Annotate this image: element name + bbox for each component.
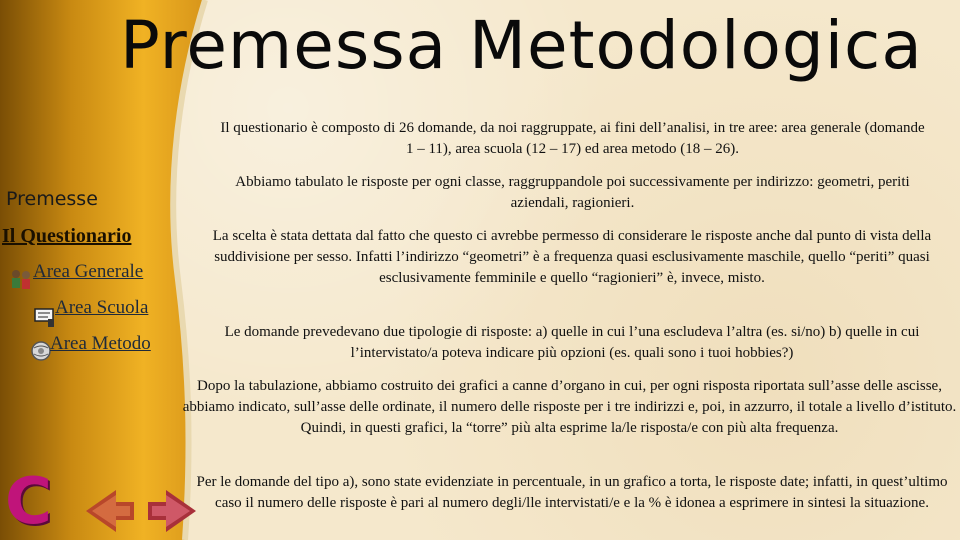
forward-arrow-icon[interactable] (146, 488, 196, 534)
c-logo: C (5, 465, 52, 539)
nav-area-metodo[interactable]: Area Metodo (50, 333, 151, 354)
people-icon (8, 266, 34, 292)
paragraph-charts: Dopo la tabulazione, abbiamo costruito dei grafici a canne d’organo in cui, per ogni risposta riportata sull’asse delle ascisse, abbiamo indicato, sull’asse delle ordinate, il numero delle risposte per i tre indirizzi e, poi, in azzurro, il totale a livello d’istituto. Quindi, in questi grafici, la “torre” più alta esprime la/le risposta/e con più alta frequenza. (182, 378, 957, 436)
paragraph-choice: La scelta è stata dettata dal fatto che questo ci avrebbe permesso di considerare le risposte anche dal punto di vista della suddivisione per sesso. Infatti l’indirizzo “geometri” è a frequenza quasi esclusivamente maschile, quello “periti” quasi esclusivamente femminile e quello “ragionieri” è, invece, misto. (212, 228, 932, 286)
nav-area-generale[interactable]: Area Generale (33, 261, 144, 282)
paragraph-tabulation: Abbiamo tabulato le risposte per ogni classe, raggruppandole poi successivamente per indirizzo: geometri, periti aziendali, ragionieri. (235, 174, 910, 211)
paragraph-question-types: Le domande prevedevano due tipologie di risposte: a) quelle in cui l’una escludeva l’altra (es. si/no) b) quelle in cui l’intervistato/a poteva indicare più opzioni (es. quali sono i tuoi hobbies?) (224, 324, 920, 361)
nav-questionario[interactable]: Il Questionario (2, 225, 132, 247)
back-arrow-icon[interactable] (86, 488, 136, 534)
page-title: Premessa Metodologica (120, 7, 923, 84)
paragraph-pie: Per le domande del tipo a), sono state evidenziate in percentuale, in un grafico a torta, le risposte date; infatti, in quest’ultimo caso il numero delle risposte è pari al numero degli/lle intervistati/e e la % è idonea a esprimere in sintesi la situazione. (196, 474, 948, 511)
nav-area-scuola[interactable]: Area Scuola (55, 297, 149, 318)
paragraph-intro: Il questionario è composto di 26 domande, da noi raggruppate, ai fini dell’analisi, in tre aree: area generale (domande 1 – 11), area scuola (12 – 17) ed area metodo (18 – 26). (220, 120, 925, 157)
nav-premesse[interactable]: Premesse (6, 188, 98, 210)
